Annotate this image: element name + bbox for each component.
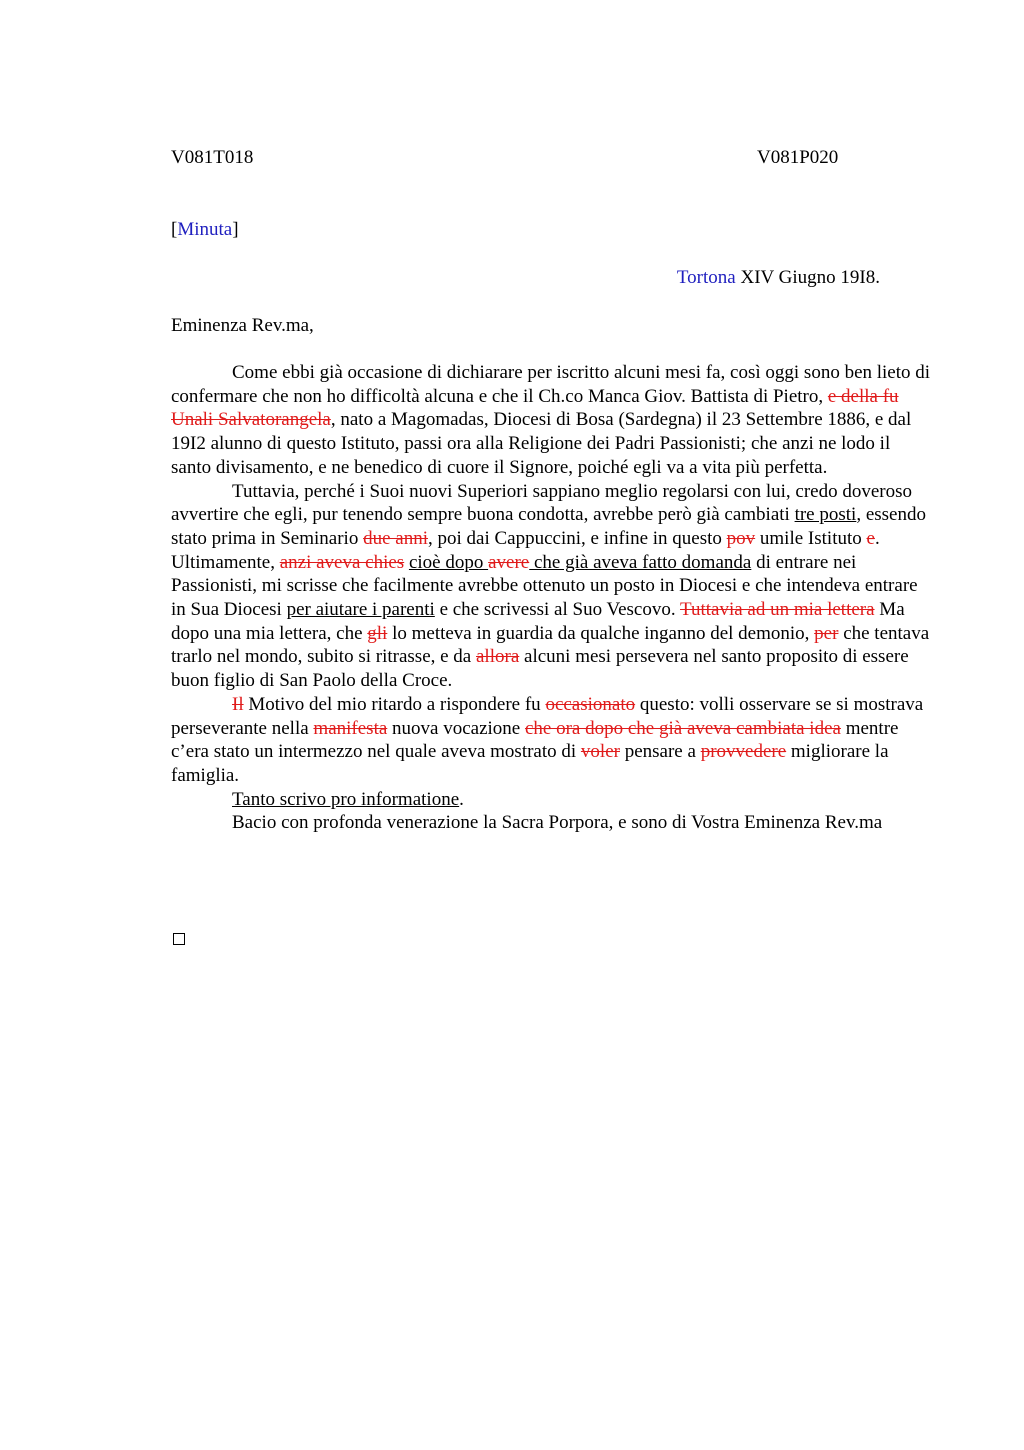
deleted-text: gli — [367, 622, 388, 644]
document-code-right: V081P020 — [757, 147, 839, 168]
empty-box-icon — [173, 933, 185, 945]
text-run: umile Istituto — [755, 527, 867, 549]
underlined-text: Tanto scrivo pro informatione — [232, 788, 460, 810]
paragraph — [171, 361, 931, 480]
text-run: . — [459, 788, 464, 810]
deleted-text: anzi aveva chies — [279, 551, 405, 573]
dateline-date: XIV Giugno 19I8. — [735, 267, 880, 288]
draft-label — [171, 218, 239, 242]
bracket-close: ] — [232, 219, 239, 240]
underlined-text: cioè dopo — [408, 551, 489, 573]
text-run: mentre c’era stato un intermezzo nel quale aveva mostrato di — [171, 717, 899, 763]
text-run: nuova vocazione — [387, 717, 525, 739]
text-run: Come ebbi già occasione di dichiarare per iscritto alcuni mesi fa, così oggi sono ben lieto di confermare che non ho difficoltà alcuna e che il Ch.co Manca Giov. Battista di Pietro, — [171, 362, 931, 407]
text-run: alcuni mesi persevera nel santo proposito di essere buon figlio di San Paolo della Croce. — [171, 646, 909, 692]
salutation: Eminenza Rev.ma, — [171, 315, 314, 336]
text-run: , nato a Magomadas, Diocesi di Bosa (Sardegna) il 23 Settembre 1886, e dal 19I2 alunno di questo Istituto, passi ora alla Religione dei Padri Passionisti; che anzi ne lodo il santo divisamento, e ne benedico di cuore il Signore, poiché egli va a vita più perfetta. — [171, 409, 912, 478]
underlined-text: che già aveva fatto domanda — [529, 551, 752, 573]
paragraph — [171, 811, 931, 835]
deleted-text: provvedere — [700, 741, 787, 763]
text-run: Ma dopo una mia lettera, che — [171, 599, 905, 644]
text-run: che tentava trarlo nel mondo, subito si ritrasse, e da — [171, 622, 930, 668]
text-run: di entrare nei Passionisti, mi scrisse che facilmente avrebbe ottenuto un posto in Diocesi e che intendeva entrare in Sua Diocesi — [171, 551, 918, 621]
text-run: pensare a — [619, 741, 701, 763]
underlined-text: tre posti — [794, 504, 857, 526]
deleted-text: Il — [232, 693, 244, 715]
text-run: , poi dai Cappuccini, e infine in questo — [427, 527, 727, 549]
text-run: e che scrivessi al Suo Vescovo. — [434, 599, 681, 621]
paragraph — [171, 480, 931, 693]
dateline-place: Tortona — [676, 267, 736, 288]
deleted-text: avere — [488, 551, 530, 573]
text-run: migliorare la famiglia. — [171, 741, 889, 786]
deleted-text: occasionato — [545, 693, 636, 715]
text-run: Motivo del mio ritardo a rispondere fu — [243, 693, 546, 715]
deleted-text: per — [814, 622, 839, 644]
text-run: Tuttavia, perché i Suoi nuovi Superiori sappiano meglio regolarsi con lui, credo doveroso avvertire che egli, pur tenendo sempre buona condotta, avrebbe però già cambiati — [171, 480, 913, 526]
deleted-text: che ora dopo che già aveva cambiata idea — [524, 717, 841, 739]
paragraph — [171, 788, 931, 812]
bracket-open: [ — [171, 219, 178, 240]
deleted-text: allora — [476, 646, 520, 668]
deleted-text: Tuttavia ad un mia lettera — [680, 599, 875, 621]
deleted-text: e della fu Unali Salvatorangela — [171, 385, 899, 431]
letter-body — [171, 361, 931, 835]
draft-label-text: Minuta — [177, 219, 233, 240]
text-run: Bacio con profonda venerazione la Sacra Porpora, e sono di Vostra Eminenza Rev.ma — [232, 812, 883, 834]
paragraph — [171, 693, 931, 788]
text-run: , essendo stato prima in Seminario — [171, 504, 926, 549]
text-run: questo: volli osservare se si mostrava perseverante nella — [171, 693, 924, 739]
deleted-text: manifesta — [313, 717, 388, 739]
deleted-text: due anni — [363, 527, 428, 549]
underlined-text: per aiutare i parenti — [286, 599, 435, 621]
text-run: lo metteva in guardia da qualche inganno del demonio, — [387, 622, 815, 644]
deleted-text: pov — [726, 527, 756, 549]
deleted-text: voler — [580, 741, 620, 763]
deleted-text: e — [866, 527, 875, 549]
dateline — [677, 266, 880, 290]
document-code-left: V081T018 — [171, 147, 254, 168]
text-run: . Ultimamente, — [171, 527, 880, 573]
